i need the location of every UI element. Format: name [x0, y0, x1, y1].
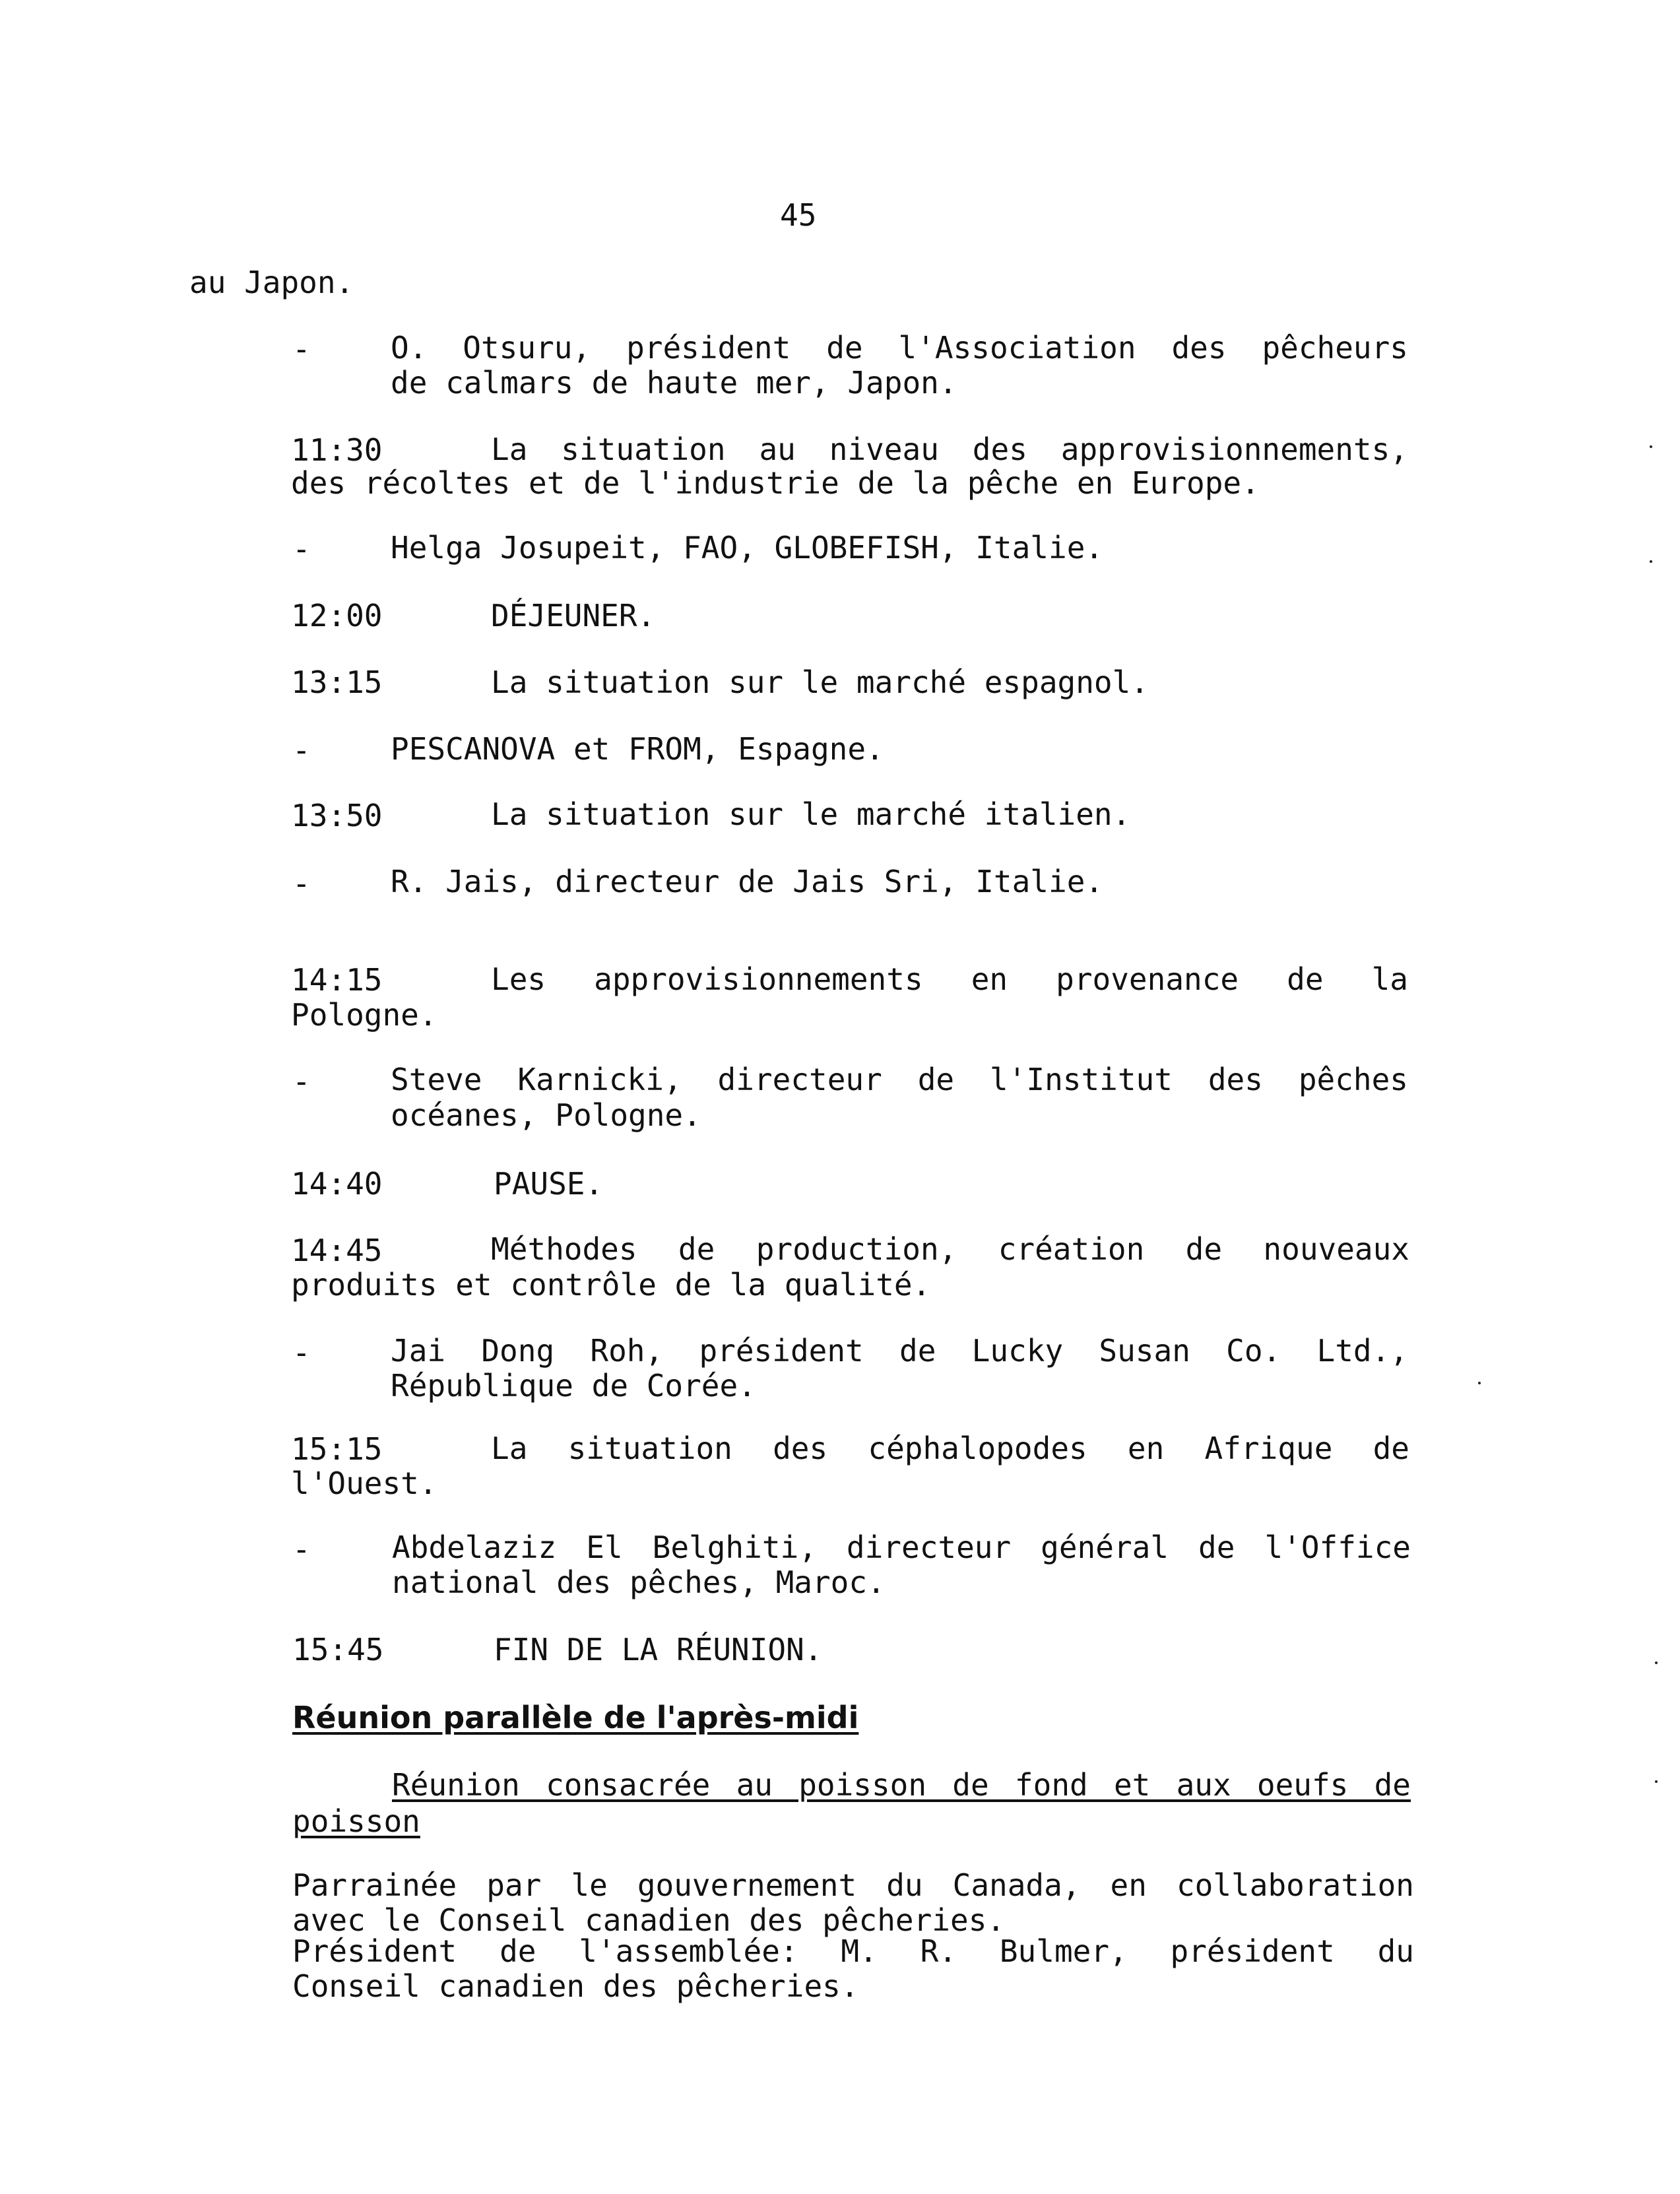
time-1315: 13:15 [291, 664, 383, 700]
session-1415-title: Les approvisionnements en provenance de la [491, 961, 1408, 997]
scan-speck [1478, 1382, 1481, 1384]
scan-speck [1655, 1662, 1658, 1664]
time-1445: 14:45 [291, 1233, 383, 1268]
time-1415: 14:15 [291, 962, 383, 998]
list-dash: - [292, 1335, 311, 1371]
section-heading: Réunion parallèle de l'après-midi [292, 1700, 859, 1735]
intro-line: au Japon. [189, 265, 354, 300]
scan-speck [1655, 1780, 1658, 1783]
session-1440-title: PAUSE. [494, 1166, 604, 1202]
section-paragraph-line1: Parrainée par le gouvernement du Canada, en collaboration [292, 1867, 1414, 1903]
section-paragraph-line2: avec le Conseil canadien des pêcheries. [292, 1902, 1006, 1938]
speaker-josupeit: Helga Josupeit, FAO, GLOBEFISH, Italie. [391, 530, 1104, 565]
time-1350: 13:50 [291, 798, 383, 833]
speaker-jais: R. Jais, directeur de Jais Sri, Italie. [391, 864, 1104, 899]
speaker-otsuru-line2: de calmars de haute mer, Japon. [391, 365, 957, 401]
list-dash: - [292, 1532, 311, 1567]
page-number: 45 [780, 197, 817, 233]
session-1200-title: DÉJEUNER. [491, 598, 656, 633]
session-1130-title: La situation au niveau des approvisionnements, [491, 432, 1408, 467]
speaker-otsuru-line1: O. Otsuru, président de l'Association des pêcheurs [391, 330, 1408, 366]
session-1515-title: La situation des céphalopodes en Afrique de [491, 1431, 1409, 1466]
time-1200: 12:00 [291, 598, 383, 633]
time-1130: 11:30 [291, 432, 383, 468]
speaker-karnicki-line2: océanes, Pologne. [391, 1097, 701, 1133]
session-1350-title: La situation sur le marché italien. [491, 796, 1131, 832]
session-1515-cont: l'Ouest. [291, 1466, 437, 1501]
speaker-pescanova: PESCANOVA et FROM, Espagne. [391, 731, 884, 767]
speaker-roh-line1: Jai Dong Roh, président de Lucky Susan Co. Ltd., [391, 1333, 1408, 1369]
speaker-belghiti-line1: Abdelaziz El Belghiti, directeur général de l'Office [392, 1530, 1411, 1565]
session-1415-cont: Pologne. [291, 997, 437, 1033]
list-dash: - [292, 732, 311, 768]
list-dash: - [292, 331, 311, 367]
speaker-belghiti-line2: national des pêches, Maroc. [392, 1565, 886, 1600]
speaker-karnicki-line1: Steve Karnicki, directeur de l'Institut des pêches [391, 1062, 1408, 1097]
session-1315-title: La situation sur le marché espagnol. [491, 664, 1149, 700]
session-1130-cont: des récoltes et de l'industrie de la pêche en Europe. [291, 465, 1260, 501]
session-1445-title: Méthodes de production, création de nouveaux [491, 1231, 1409, 1267]
time-1545: 15:45 [292, 1632, 384, 1667]
scan-speck [1650, 445, 1652, 448]
speaker-roh-line2: République de Corée. [391, 1368, 756, 1404]
list-dash: - [292, 866, 311, 901]
section-paragraph-line3: Président de l'assemblée: M. R. Bulmer, président du [292, 1933, 1414, 1969]
section-paragraph-line4: Conseil canadien des pêcheries. [292, 1968, 859, 2004]
list-dash: - [292, 531, 311, 567]
scan-speck [1650, 560, 1652, 563]
list-dash: - [292, 1064, 311, 1099]
time-1515: 15:15 [291, 1431, 383, 1467]
session-1545-title: FIN DE LA RÉUNION. [494, 1632, 823, 1667]
section-subheading-line1: Réunion consacrée au poisson de fond et aux oeufs de [392, 1767, 1411, 1803]
time-1440: 14:40 [291, 1166, 383, 1202]
session-1445-cont: produits et contrôle de la qualité. [291, 1267, 931, 1303]
section-subheading-line2: poisson [292, 1803, 420, 1839]
